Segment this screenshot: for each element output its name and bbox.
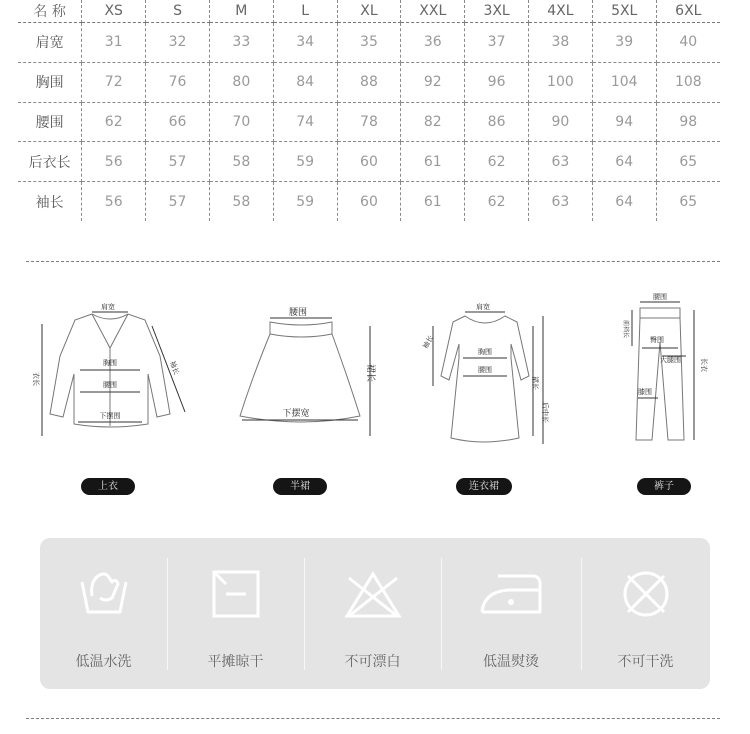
table-cell: 64: [592, 142, 656, 182]
header-size-cell: 4XL: [529, 0, 593, 23]
table-cell: 108: [656, 62, 720, 102]
top-hem-label: 下摆围: [99, 412, 121, 420]
table-cell: 90: [529, 102, 593, 142]
dress-waist-label: 腰围: [478, 366, 492, 374]
do-not-dry-clean-icon: [620, 568, 672, 620]
table-cell: 88: [337, 62, 401, 102]
table-cell: 56: [82, 182, 146, 221]
table-row: [18, 182, 720, 221]
care-label-iron: 低温熨烫: [483, 654, 539, 670]
table-cell: 63: [529, 142, 593, 182]
care-label-dry: 平摊晾干: [207, 654, 264, 670]
row-label: 腰围: [18, 102, 82, 142]
table-cell: 74: [273, 102, 337, 142]
table-cell: 100: [529, 62, 593, 102]
table-cell: 35: [337, 23, 401, 63]
table-cell: 84: [273, 62, 337, 102]
hand-wash-low-temp-icon: [78, 568, 130, 620]
dress-shoulder-label: 肩宽: [476, 303, 490, 311]
table-cell: 65: [656, 142, 720, 182]
table-cell: 62: [82, 102, 146, 142]
table-cell: 60: [337, 142, 401, 182]
top-diagram: [30, 296, 200, 446]
header-size-cell: XXL: [401, 0, 465, 23]
table-cell: 57: [146, 142, 210, 182]
table-cell: 64: [592, 182, 656, 221]
row-label: 后衣长: [18, 142, 82, 182]
table-cell: 96: [465, 62, 529, 102]
bottom-divider: [26, 718, 720, 719]
size-table-header: [18, 0, 720, 23]
care-label-wash: 低温水洗: [75, 654, 132, 670]
table-cell: 58: [209, 142, 273, 182]
size-table: [18, 0, 720, 221]
table-cell: 94: [592, 102, 656, 142]
dress-bust-label: 胸围: [478, 348, 492, 356]
table-cell: 66: [146, 102, 210, 142]
table-cell: 31: [82, 23, 146, 63]
row-label: 袖长: [18, 182, 82, 221]
table-cell: 98: [656, 102, 720, 142]
table-cell: 82: [401, 102, 465, 142]
care-label-bleach: 不可漂白: [344, 654, 401, 670]
table-cell: 39: [592, 23, 656, 63]
pants-knee-label: 膝围: [638, 388, 652, 396]
row-label: 肩宽: [18, 23, 82, 63]
do-not-bleach-icon: [343, 568, 403, 620]
table-cell: 57: [146, 182, 210, 221]
dress-back-length-label: 后中长: [541, 402, 549, 423]
table-cell: 61: [401, 142, 465, 182]
top-bust-label: 胸围: [103, 359, 117, 367]
table-cell: 80: [209, 62, 273, 102]
care-no-bleach: [304, 538, 441, 689]
table-cell: 37: [465, 23, 529, 63]
header-size-cell: M: [209, 0, 273, 23]
skirt-hem-label: 下摆宽: [282, 409, 310, 419]
dress-length-label: 裙长: [531, 376, 539, 390]
header-size-cell: XS: [82, 0, 146, 23]
header-size-cell: 6XL: [656, 0, 720, 23]
care-hand-wash: [40, 538, 167, 689]
table-cell: 72: [82, 62, 146, 102]
dress-diagram: [421, 296, 550, 446]
table-cell: 34: [273, 23, 337, 63]
label-top: 上衣: [81, 478, 135, 495]
table-cell: 104: [592, 62, 656, 102]
table-cell: 61: [401, 182, 465, 221]
pants-waist-label: 腰围: [653, 293, 667, 301]
table-cell: 65: [679, 193, 698, 210]
header-size-cell: S: [146, 0, 210, 23]
care-label-dry-clean: 不可干洗: [617, 654, 674, 670]
iron-low-temp-icon: [478, 568, 544, 620]
row-label: 胸围: [18, 62, 82, 102]
header-name-cell: 名 称: [18, 0, 82, 23]
top-waist-label: 腰围: [103, 381, 117, 389]
top-shoulder-label: 肩宽: [101, 303, 115, 311]
table-cell: 70: [209, 102, 273, 142]
table-cell: 40: [656, 23, 720, 63]
skirt-waist-label: 腰围: [288, 308, 308, 318]
table-cell: 32: [146, 23, 210, 63]
header-size-cell: L: [273, 0, 337, 23]
pants-diagram: [612, 290, 708, 446]
table-row: [18, 142, 720, 182]
table-cell: 59: [273, 182, 337, 221]
table-cell: 86: [465, 102, 529, 142]
care-panel: [40, 538, 710, 689]
table-cell: 33: [209, 23, 273, 63]
table-cell: 59: [273, 142, 337, 182]
table-row: [18, 102, 720, 142]
skirt-length-label: 裙长: [365, 364, 375, 383]
table-cell: 76: [146, 62, 210, 102]
pants-hip-label: 臀围: [650, 336, 664, 344]
skirt-diagram: [232, 298, 382, 443]
top-sleeve-label: 袖长: [168, 359, 181, 376]
table-cell: 62: [465, 182, 529, 221]
care-iron: [441, 538, 581, 689]
table-cell: 60: [337, 182, 401, 221]
table-cell: 36: [401, 23, 465, 63]
section-divider: [26, 261, 720, 262]
dry-flat-icon: [210, 568, 262, 620]
table-row: [18, 62, 720, 102]
header-size-cell: XL: [337, 0, 401, 23]
label-pants: 裤子: [637, 478, 691, 495]
table-cell: 62: [465, 142, 529, 182]
care-dry-flat: [167, 538, 304, 689]
table-cell: 56: [82, 142, 146, 182]
table-cell: 38: [529, 23, 593, 63]
header-size-cell: 5XL: [592, 0, 656, 23]
table-cell: 63: [529, 182, 593, 221]
pants-length-label: 长衣: [700, 358, 708, 372]
care-no-dry-clean: [581, 538, 710, 689]
table-cell: 58: [209, 182, 273, 221]
dress-sleeve-label: 袖长: [421, 334, 436, 351]
label-skirt: 半裙: [273, 478, 327, 495]
header-size-cell: 3XL: [465, 0, 529, 23]
table-cell: 92: [401, 62, 465, 102]
pants-thigh-label: 大腿围: [660, 356, 681, 364]
table-cell: 78: [337, 102, 401, 142]
table-row: [18, 23, 720, 63]
label-dress: 连衣裙: [456, 478, 512, 495]
pants-rise-label: 前裆长: [622, 320, 629, 339]
top-length-label: 衣长: [32, 372, 40, 386]
